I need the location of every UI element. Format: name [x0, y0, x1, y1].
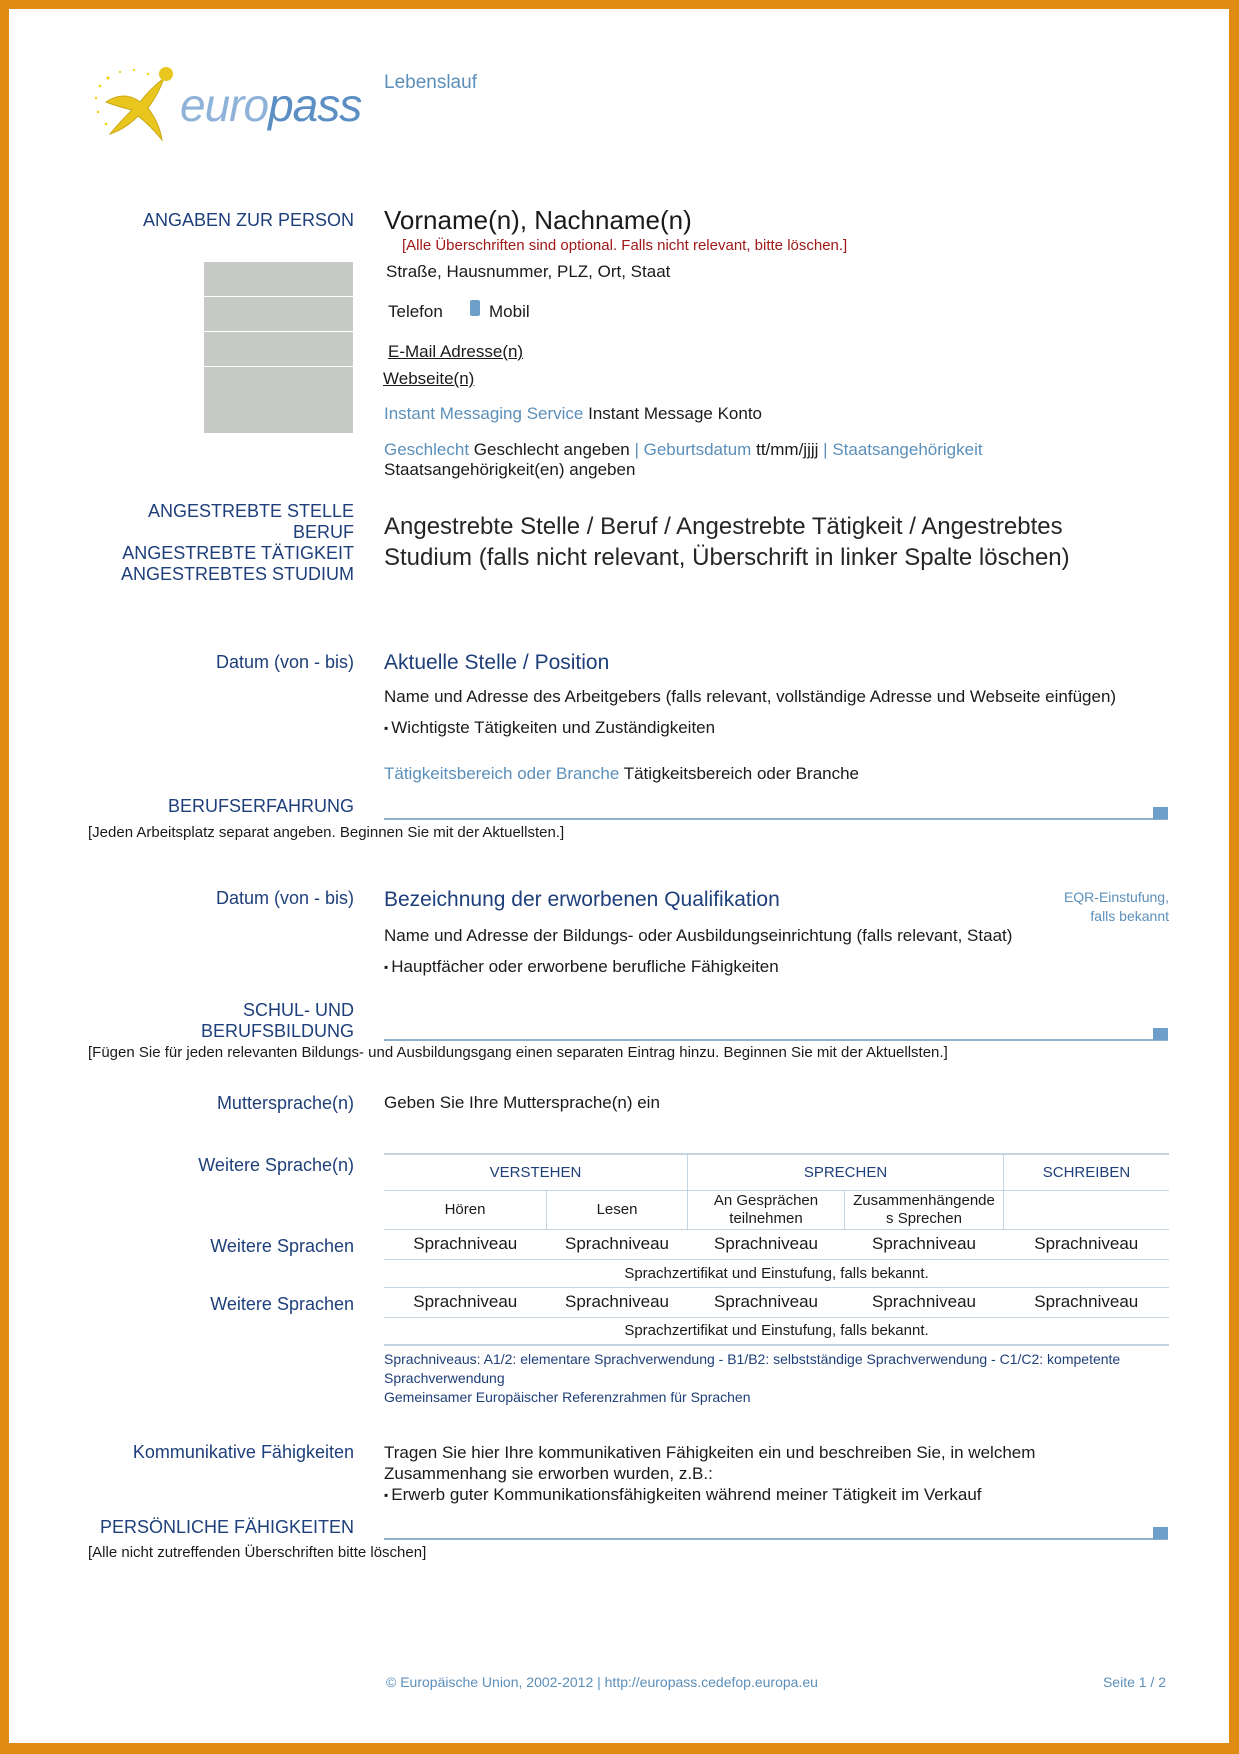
level-cell: Sprachniveau	[565, 1234, 669, 1253]
level-cell: Sprachniveau	[714, 1234, 818, 1253]
document-title: Lebenslauf	[384, 72, 477, 93]
eqr-label-1: EQR-Einstufung,	[1063, 889, 1169, 905]
section-label-skills: PERSÖNLICHE FÄHIGKEITEN	[99, 1517, 354, 1537]
language-row-label: Weitere Sprachen	[210, 1236, 354, 1256]
instant-messaging-line	[384, 404, 762, 424]
subheader-interaction-line-2: teilnehmen	[729, 1209, 803, 1227]
mother-tongue-value: Geben Sie Ihre Muttersprache(n) ein	[384, 1093, 660, 1112]
logo-text-euro: euro	[180, 79, 269, 131]
level-cell: Sprachniveau	[413, 1234, 518, 1253]
language-footnote-line-3: Gemeinsamer Europäischer Referenzrahmen für Sprachen	[384, 1389, 751, 1405]
experience-divider	[384, 818, 1168, 820]
nationality-label: Staatsangehörigkeit	[832, 440, 983, 459]
sector-label: Tätigkeitsbereich oder Branche	[384, 764, 620, 783]
communication-bullet: ▪ Erwerb guter Kommunikationsfähigkeiten während meiner Tätigkeit im Verkauf	[384, 1485, 982, 1505]
nationality-value: Staatsangehörigkeit(en) angeben	[384, 460, 636, 479]
education-divider-marker	[1153, 1028, 1168, 1040]
certificate-cell: Sprachzertifikat und Einstufung, falls bekannt.	[624, 1322, 929, 1340]
level-cell: Sprachniveau	[872, 1292, 976, 1311]
language-footnote	[384, 1350, 1120, 1407]
target-text-line-2: Studium (falls nicht relevant, Überschrift in linker Spalte löschen)	[384, 544, 1070, 571]
communication-skills-label: Kommunikative Fähigkeiten	[132, 1442, 354, 1462]
europass-logo	[88, 64, 362, 154]
level-cell: Sprachniveau	[413, 1292, 518, 1311]
language-footnote-line-1: Sprachniveaus: A1/2: elementare Sprachverwendung - B1/B2: selbstständige Sprachverwendung - C1/C2: kompetente	[384, 1351, 1121, 1367]
subheader-reading: Lesen	[547, 1190, 688, 1229]
skills-divider	[384, 1538, 1168, 1540]
target-label-2: BERUF	[292, 522, 354, 542]
language-footnote-line-2: Sprachverwendung	[384, 1370, 505, 1386]
language-table-header	[384, 1154, 1169, 1190]
target-label-1: ANGESTREBTE STELLE	[147, 501, 354, 521]
footer-copyright: © Europäische Union, 2002-2012 | http://europass.cedefop.europa.eu	[386, 1674, 818, 1690]
email-link[interactable]: E-Mail Adresse(n)	[388, 342, 524, 361]
header-understand: VERSTEHEN	[384, 1154, 688, 1190]
target-label-3: ANGESTREBTE TÄTIGKEIT	[122, 543, 354, 563]
language-row-1-levels	[384, 1229, 1169, 1259]
language-table	[384, 1153, 1169, 1346]
personal-details-line	[384, 440, 983, 460]
education-date-label: Datum (von - bis)	[215, 888, 354, 908]
separator: |	[634, 440, 639, 459]
subheader-writing	[1004, 1190, 1170, 1229]
europass-figure-icon	[88, 64, 193, 149]
mobile-phone-icon	[470, 300, 480, 316]
communication-text-line-1: Tragen Sie hier Ihre kommunikativen Fähigkeiten ein und beschreiben Sie, in welchem	[384, 1443, 1036, 1462]
experience-divider-marker	[1153, 807, 1168, 819]
employer: Name und Adresse des Arbeitgebers (falls relevant, vollständige Adresse und Webseite einfügen)	[384, 687, 1117, 706]
sector-value: Tätigkeitsbereich oder Branche	[623, 764, 860, 783]
level-cell: Sprachniveau	[872, 1234, 976, 1253]
language-table-subheader	[384, 1190, 1169, 1229]
language-row-1-certificate	[384, 1259, 1169, 1287]
eqr-label-2: falls bekannt	[1090, 908, 1169, 924]
level-cell: Sprachniveau	[1034, 1292, 1139, 1311]
full-name: Vorname(n), Nachname(n)	[384, 205, 692, 235]
photo-placeholder-3	[204, 332, 353, 366]
photo-placeholder-4	[204, 367, 353, 433]
im-value: Instant Message Konto	[588, 404, 763, 423]
section-label-personal: ANGABEN ZUR PERSON	[142, 210, 354, 230]
subheader-production-line-2: s Sprechen	[886, 1209, 962, 1227]
section-label-education-2: BERUFSBILDUNG	[200, 1021, 354, 1041]
level-cell: Sprachniveau	[714, 1292, 818, 1311]
mother-tongue-label: Muttersprache(n)	[216, 1093, 354, 1113]
footer-page-number: Seite 1 / 2	[1102, 1674, 1166, 1690]
subheader-interaction	[688, 1190, 845, 1229]
experience-note: [Jeden Arbeitsplatz separat angeben. Beginnen Sie mit der Aktuellsten.]	[88, 824, 565, 841]
im-label: Instant Messaging Service	[384, 404, 584, 423]
qualification-title: Bezeichnung der erworbenen Qualifikation	[384, 888, 780, 911]
logo-text-pass: pass	[268, 79, 362, 131]
certificate-cell: Sprachzertifikat und Einstufung, falls bekannt.	[624, 1264, 929, 1282]
address: Straße, Hausnummer, PLZ, Ort, Staat	[386, 262, 671, 281]
education-subjects: ▪ Hauptfächer oder erworbene berufliche Fähigkeiten	[384, 957, 779, 977]
education-note: [Fügen Sie für jeden relevanten Bildungs- und Ausbildungsgang einen separaten Eintrag hinzu. Beginnen Sie mit der Aktuellsten.]	[88, 1044, 948, 1061]
language-row-label: Weitere Sprachen	[210, 1294, 354, 1314]
header-speak: SPRECHEN	[688, 1154, 1004, 1190]
birth-label: Geburtsdatum	[643, 440, 752, 459]
level-cell: Sprachniveau	[1034, 1234, 1139, 1253]
photo-placeholder-2	[204, 297, 353, 331]
skills-note: [Alle nicht zutreffenden Überschriften bitte löschen]	[88, 1544, 427, 1561]
communication-text-line-2: Zusammenhang sie erworben wurden, z.B.:	[384, 1464, 713, 1483]
photo-placeholder-1	[204, 262, 353, 296]
education-divider	[384, 1039, 1168, 1041]
target-label-4: ANGESTREBTES STUDIUM	[120, 564, 354, 584]
experience-date-label: Datum (von - bis)	[215, 652, 354, 672]
gender-value: Geschlecht angeben	[473, 440, 630, 459]
experience-position: Aktuelle Stelle / Position	[384, 651, 610, 674]
sector-line	[384, 764, 859, 784]
subheader-production	[845, 1190, 1004, 1229]
language-row-2-levels	[384, 1287, 1169, 1317]
subheader-listening: Hören	[384, 1190, 547, 1229]
skills-divider-marker	[1153, 1527, 1168, 1539]
other-languages-label: Weitere Sprache(n)	[198, 1155, 354, 1175]
birth-value: tt/mm/jjjj	[756, 440, 819, 459]
experience-duties: ▪ Wichtigste Tätigkeiten und Zuständigkeiten	[384, 718, 715, 738]
language-row-2-certificate	[384, 1317, 1169, 1345]
section-label-education-1: SCHUL- UND	[242, 1000, 354, 1020]
optional-note: [Alle Überschriften sind optional. Falls nicht relevant, bitte löschen.]	[402, 237, 848, 254]
phone-label: Telefon	[388, 302, 443, 321]
subheader-production-line-1: Zusammenhängende	[853, 1191, 995, 1209]
institution: Name und Adresse der Bildungs- oder Ausbildungseinrichtung (falls relevant, Staat)	[384, 926, 1013, 945]
section-label-experience: BERUFSERFAHRUNG	[167, 796, 354, 816]
target-text-line-1: Angestrebte Stelle / Beruf / Angestrebte Tätigkeit / Angestrebtes	[384, 513, 1063, 540]
website-link[interactable]: Webseite(n)	[383, 369, 475, 388]
gender-label: Geschlecht	[384, 440, 470, 459]
subheader-interaction-line-1: An Gesprächen	[713, 1191, 819, 1209]
level-cell: Sprachniveau	[565, 1292, 669, 1311]
header-write: SCHREIBEN	[1042, 1163, 1131, 1181]
mobile-label: Mobil	[489, 302, 530, 321]
separator: |	[823, 440, 828, 459]
